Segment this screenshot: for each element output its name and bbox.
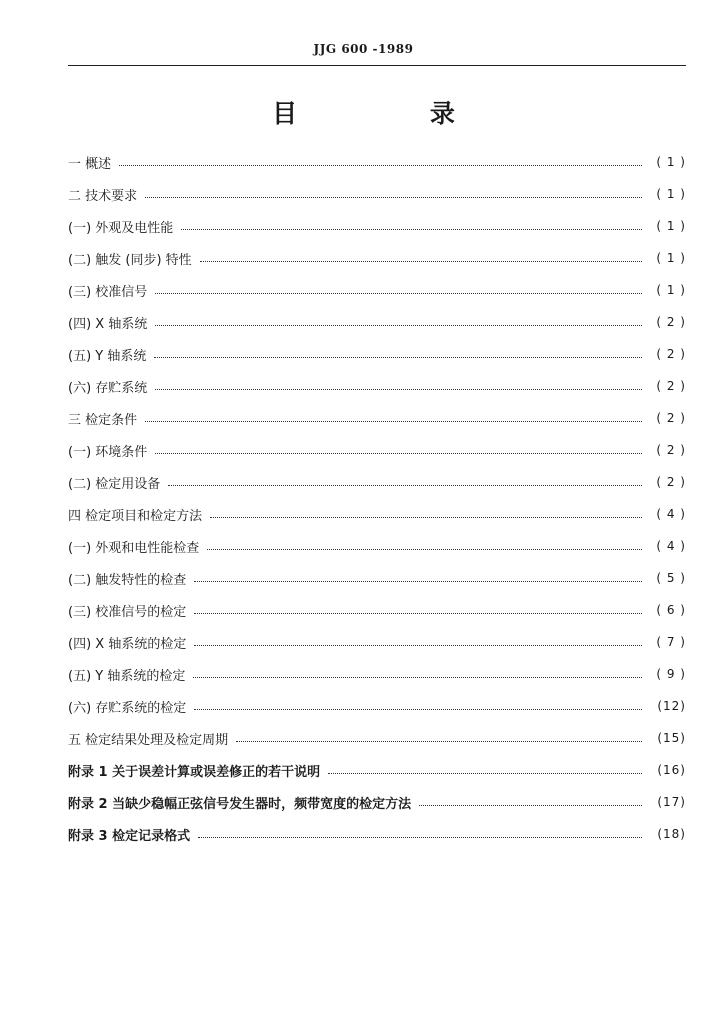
- toc-entry: [68, 562, 686, 594]
- toc-entry-label: 二 技术要求: [68, 188, 138, 204]
- dot-leader: [200, 261, 642, 262]
- toc-entry-label: (五) Y 轴系统的检定: [68, 668, 186, 684]
- toc-entry-label: (一) 外观及电性能: [68, 220, 174, 236]
- toc-entry-page: ( 2 ): [656, 379, 686, 393]
- toc-entry: [68, 594, 686, 626]
- toc-entry: [68, 530, 686, 562]
- toc-entry-page: ( 2 ): [656, 315, 686, 329]
- dot-leader: [193, 677, 642, 678]
- toc-entry: [68, 498, 686, 530]
- toc-entry-label: (六) 存贮系统: [68, 380, 148, 396]
- toc-entry-page: ( 2 ): [656, 347, 686, 361]
- dot-leader: [194, 613, 642, 614]
- toc-entry: [68, 626, 686, 658]
- toc-entry-label: 五 检定结果处理及检定周期: [68, 732, 229, 748]
- toc-entry: [68, 466, 686, 498]
- table-of-contents: [68, 146, 686, 850]
- toc-entry-label: (二) 触发 (同步) 特性: [68, 252, 192, 268]
- toc-entry-page: ( 1 ): [656, 219, 686, 233]
- toc-entry-label: (三) 校准信号的检定: [68, 604, 187, 620]
- toc-entry: [68, 402, 686, 434]
- dot-leader: [207, 549, 642, 550]
- dot-leader: [419, 805, 642, 806]
- toc-entry-page: ( 2 ): [656, 475, 686, 489]
- toc-entry: [68, 242, 686, 274]
- dot-leader: [194, 581, 642, 582]
- toc-entry-page: ( 2 ): [656, 443, 686, 457]
- toc-entry-page: ( 2 ): [656, 411, 686, 425]
- toc-entry-label: 三 检定条件: [68, 412, 138, 428]
- toc-entry: [68, 306, 686, 338]
- toc-entry-page: ( 6 ): [656, 603, 686, 617]
- toc-entry: [68, 434, 686, 466]
- dot-leader: [155, 325, 642, 326]
- toc-entry: [68, 658, 686, 690]
- toc-entry: [68, 146, 686, 178]
- header-rule: [68, 65, 686, 66]
- dot-leader: [154, 357, 642, 358]
- toc-entry-label: 四 检定项目和检定方法: [68, 508, 203, 524]
- toc-entry-page: ( 4 ): [656, 539, 686, 553]
- toc-entry-page: ( 9 ): [656, 667, 686, 681]
- toc-entry-label: (五) Y 轴系统: [68, 348, 147, 364]
- dot-leader: [168, 485, 642, 486]
- toc-entry-label: (二) 触发特性的检查: [68, 572, 187, 588]
- toc-entry-label: 附录 2 当缺少稳幅正弦信号发生器时，频带宽度的检定方法: [68, 796, 412, 812]
- toc-entry-page: ( 1 ): [656, 187, 686, 201]
- dot-leader: [155, 453, 642, 454]
- dot-leader: [198, 837, 642, 838]
- toc-entry-label: (四) X 轴系统: [68, 316, 148, 332]
- dot-leader: [181, 229, 642, 230]
- dot-leader: [210, 517, 642, 518]
- toc-entry-label: (六) 存贮系统的检定: [68, 700, 187, 716]
- toc-entry: [68, 210, 686, 242]
- dot-leader: [145, 421, 642, 422]
- toc-entry-page: ( 4 ): [656, 507, 686, 521]
- standard-code: JJG 600 -1989: [313, 42, 414, 56]
- toc-entry-label: 附录 3 检定记录格式: [68, 828, 191, 844]
- toc-entry-label: (一) 外观和电性能检查: [68, 540, 200, 556]
- toc-entry-page: (18): [657, 827, 686, 841]
- toc-entry: [68, 178, 686, 210]
- toc-entry-label: 一 概述: [68, 156, 112, 172]
- toc-entry-page: ( 1 ): [656, 155, 686, 169]
- toc-entry-page: (12): [657, 699, 686, 713]
- toc-entry-appendix: [68, 818, 686, 850]
- dot-leader: [155, 389, 642, 390]
- toc-entry-label: (四) X 轴系统的检定: [68, 636, 187, 652]
- toc-entry: [68, 338, 686, 370]
- toc-entry-page: ( 7 ): [656, 635, 686, 649]
- toc-entry-appendix: [68, 754, 686, 786]
- dot-leader: [119, 165, 642, 166]
- dot-leader: [194, 709, 642, 710]
- toc-entry: [68, 690, 686, 722]
- page-title: 目 录: [272, 99, 517, 128]
- toc-entry-page: ( 5 ): [656, 571, 686, 585]
- dot-leader: [194, 645, 642, 646]
- toc-entry-page: (16): [657, 763, 686, 777]
- dot-leader: [155, 293, 642, 294]
- toc-entry-appendix: [68, 786, 686, 818]
- toc-entry-label: (二) 检定用设备: [68, 476, 161, 492]
- toc-entry-label: (三) 校准信号: [68, 284, 148, 300]
- toc-entry: [68, 722, 686, 754]
- toc-entry-page: (15): [657, 731, 686, 745]
- toc-entry: [68, 274, 686, 306]
- dot-leader: [328, 773, 642, 774]
- toc-entry-page: ( 1 ): [656, 251, 686, 265]
- toc-entry: [68, 370, 686, 402]
- toc-entry-page: (17): [657, 795, 686, 809]
- toc-entry-label: 附录 1 关于误差计算或误差修正的若干说明: [68, 764, 321, 780]
- dot-leader: [236, 741, 642, 742]
- toc-entry-label: (一) 环境条件: [68, 444, 148, 460]
- dot-leader: [145, 197, 642, 198]
- toc-entry-page: ( 1 ): [656, 283, 686, 297]
